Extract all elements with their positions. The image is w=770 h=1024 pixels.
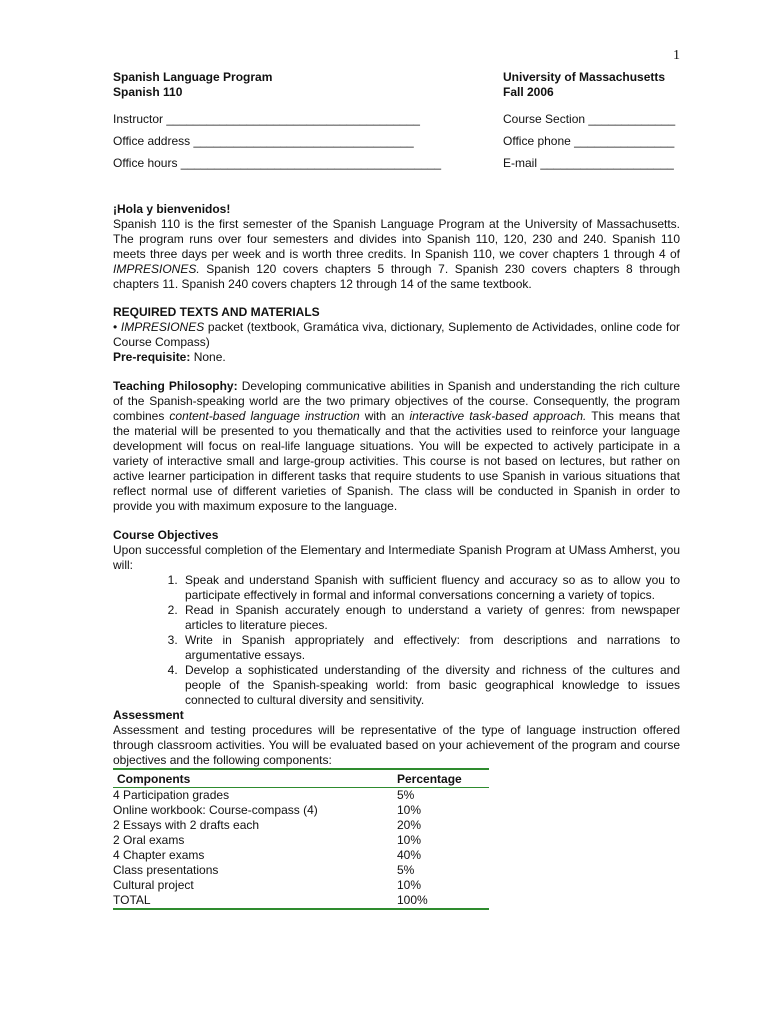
philosophy-paragraph: Teaching Philosophy: Developing communicative abilities in Spanish and understanding the rich culture of the Spanish-speaking world are the two primary objectives of the course. Consequently, the program combines content-based language instruction with an interactive task-based approach. This means that the material will be presented to you thematically and that the activities used to reinforce your language development will focus on real-life language situations. You will be expected to actively participate in a variety of interactive small and large-group activities. This course is not based on lectures, but rather on active learner participation in different tasks that require students to use Spanish in various situations that reflect normal use of different varieties of Spanish. The class will be conducted in Spanish in order to provide you with maximum exposure to the language. [113,379,680,513]
table-row: 4 Chapter exams 40% [113,848,422,862]
term: Fall 2006 [503,85,554,99]
office-address-field: Office address _________________________________ [113,133,414,148]
objective-item: 4. Develop a sophisticated understanding of the diversity and richness of the cultures and people of the Spanish-speaking world: from basic geographical knowledge to issues connected to cultural diversity and sensitivity. [181,663,680,708]
required-item: • IMPRESIONES packet (textbook, Gramática viva, dictionary, Suplemento de Actividades, online code for Course Compass) [113,320,680,349]
course-section-field: Course Section _____________ [503,111,676,126]
assessment-section [113,708,680,910]
objective-item: 3. Write in Spanish appropriately and effectively: from descriptions and narrations to argumentative essays. [181,633,680,663]
objective-item: 2. Read in Spanish accurately enough to understand a variety of genres: from newspaper articles to literature pieces. [181,603,680,633]
table-row: Class presentations 5% [113,863,415,877]
office-phone-field: Office phone _______________ [503,133,675,148]
table-row: Online workbook: Course-compass (4) 10% [113,803,422,817]
page-number: 1 [673,48,680,63]
table-row: 4 Participation grades 5% [113,788,415,802]
table-row: 2 Essays with 2 drafts each 20% [113,818,422,832]
table-row-total: TOTAL 100% [113,893,428,907]
assessment-table [113,768,489,910]
objectives-intro: Upon successful completion of the Elementary and Intermediate Spanish Program at UMass Amherst, you will: [113,543,680,572]
objectives-heading: Course Objectives [113,528,219,542]
email-field: E-mail ____________________ [503,155,674,170]
philosophy-section [113,379,680,514]
table-row: 2 Oral exams 10% [113,833,422,847]
required-section [113,305,680,365]
greeting: ¡Hola y bienvenidos! [113,202,231,216]
assessment-paragraph: Assessment and testing procedures will be representative of the type of language instruction offered through classroom activities. You will be evaluated based on your achievement of the program and course objectives and the following components: [113,723,680,767]
table-row: Cultural project 10% [113,878,422,892]
objective-item: 1. Speak and understand Spanish with sufficient fluency and accuracy so as to allow you to participate effectively in formal and informal conversations concerning a variety of topics. [181,573,680,603]
intro-section [113,202,680,292]
required-heading: REQUIRED TEXTS AND MATERIALS [113,305,320,319]
prerequisite: Pre-requisite: None. [113,350,226,364]
university-name: University of Massachusetts [503,70,666,84]
intro-paragraph: Spanish 110 is the first semester of the Spanish Language Program at the University of Massachusetts. The program runs over four semesters and divides into Spanish 110, 120, 230 and 240. Spanish 110 meets three days per week and is worth three credits. In Spanish 110, we cover chapters 1 through 4 of IMPRESIONES. Spanish 120 covers chapters 5 through 7. Spanish 230 covers chapters 8 through chapters 11. Spanish 240 covers chapters 12 through 14 of the same textbook. [113,217,680,291]
course-name: Spanish 110 [113,85,183,99]
objectives-section [113,528,680,708]
syllabus-page [113,44,680,910]
instructor-field: Instructor ______________________________________ [113,111,420,126]
info-fields [113,108,680,174]
column-header-percentage: Percentage [393,771,489,788]
document-header [113,70,680,100]
assessment-heading: Assessment [113,708,184,722]
office-hours-field: Office hours _______________________________________ [113,155,442,170]
program-name: Spanish Language Program [113,70,273,84]
objectives-list [113,573,680,708]
column-header-components: Components [113,771,393,788]
